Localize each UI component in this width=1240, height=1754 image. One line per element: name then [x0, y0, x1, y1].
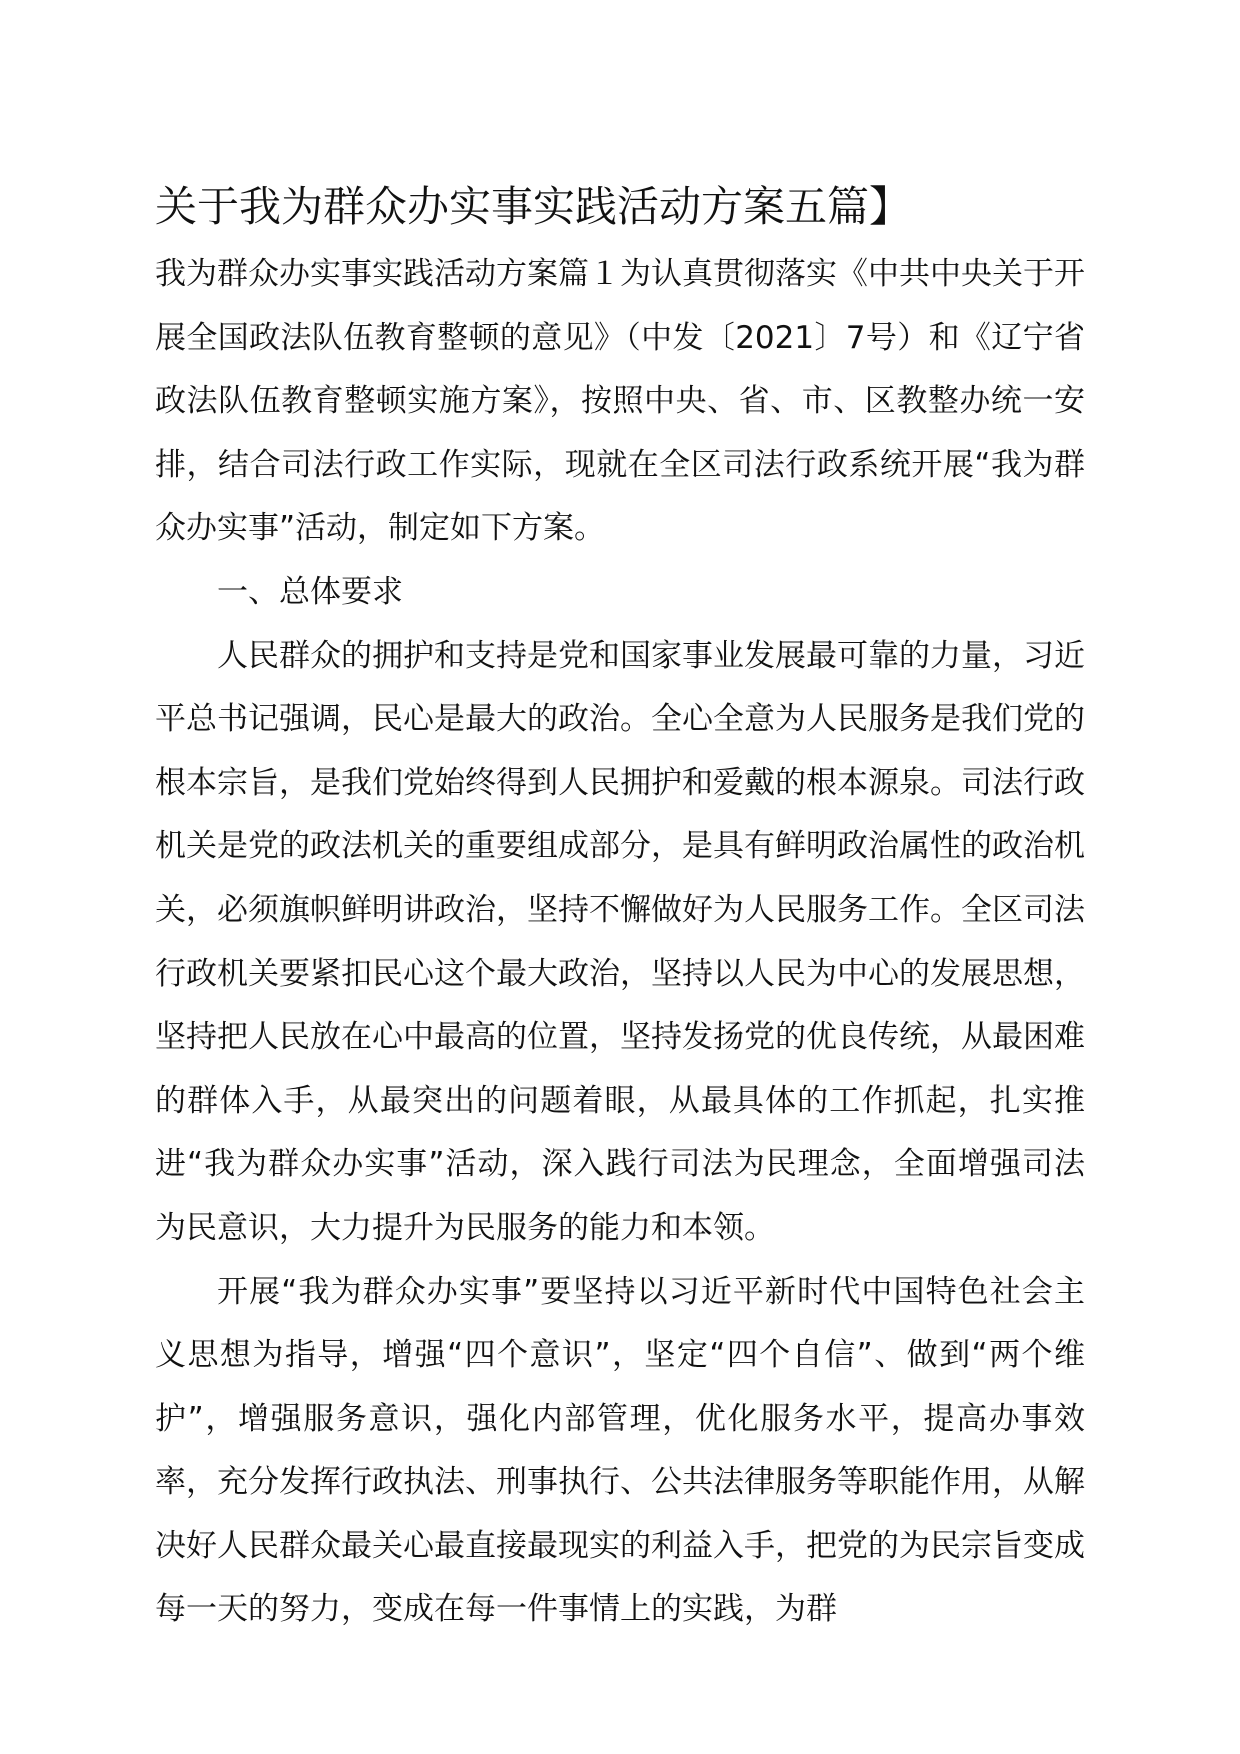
intro-paragraph: 我为群众办实事实践活动方案篇１为认真贯彻落实《中共中央关于开展全国政法队伍教育整顿的意见》（中发〔2021〕7号）和《辽宁省政法队伍教育整顿实施方案》，按照中央、省、市、区教整办统一安排，结合司法行政工作实际，现就在全区司法行政系统开展“我为群众办实事”活动，制定如下方案。 — [155, 256, 1085, 547]
document-body — [155, 243, 1085, 1642]
document-title: 关于我为群众办实事实践活动方案五篇】 — [155, 182, 912, 231]
document-page — [155, 0, 1085, 1754]
body-paragraph-2: 开展“我为群众办实事”要坚持以习近平新时代中国特色社会主义思想为指导，增强“四个意识”，坚定“四个自信”、做到“两个维护”，增强服务意识，强化内部管理，优化服务水平，提高办事效率，充分发挥行政执法、刑事执行、公共法律服务等职能作用，从解决好人民群众最关心最直接最现实的利益入手，把党的为民宗旨变成每一天的努力，变成在每一件事情上的实践，为群 — [155, 1273, 1085, 1628]
section-heading-general-requirements: 一、总体要求 — [217, 573, 403, 610]
body-paragraph-1: 人民群众的拥护和支持是党和国家事业发展最可靠的力量，习近平总书记强调，民心是最大的政治。全心全意为人民服务是我们党的根本宗旨，是我们党始终得到人民拥护和爱戴的根本源泉。司法行政机关是党的政法机关的重要组成部分，是具有鲜明政治属性的政治机关，必须旗帜鲜明讲政治，坚持不懈做好为人民服务工作。全区司法行政机关要紧扣民心这个最大政治，坚持以人民为中心的发展思想，坚持把人民放在心中最高的位置，坚持发扬党的优良传统，从最困难的群体入手，从最突出的问题着眼，从最具体的工作抓起，扎实推进“我为群众办实事”活动，深入践行司法为民理念，全面增强司法为民意识，大力提升为民服务的能力和本领。 — [155, 637, 1085, 1246]
